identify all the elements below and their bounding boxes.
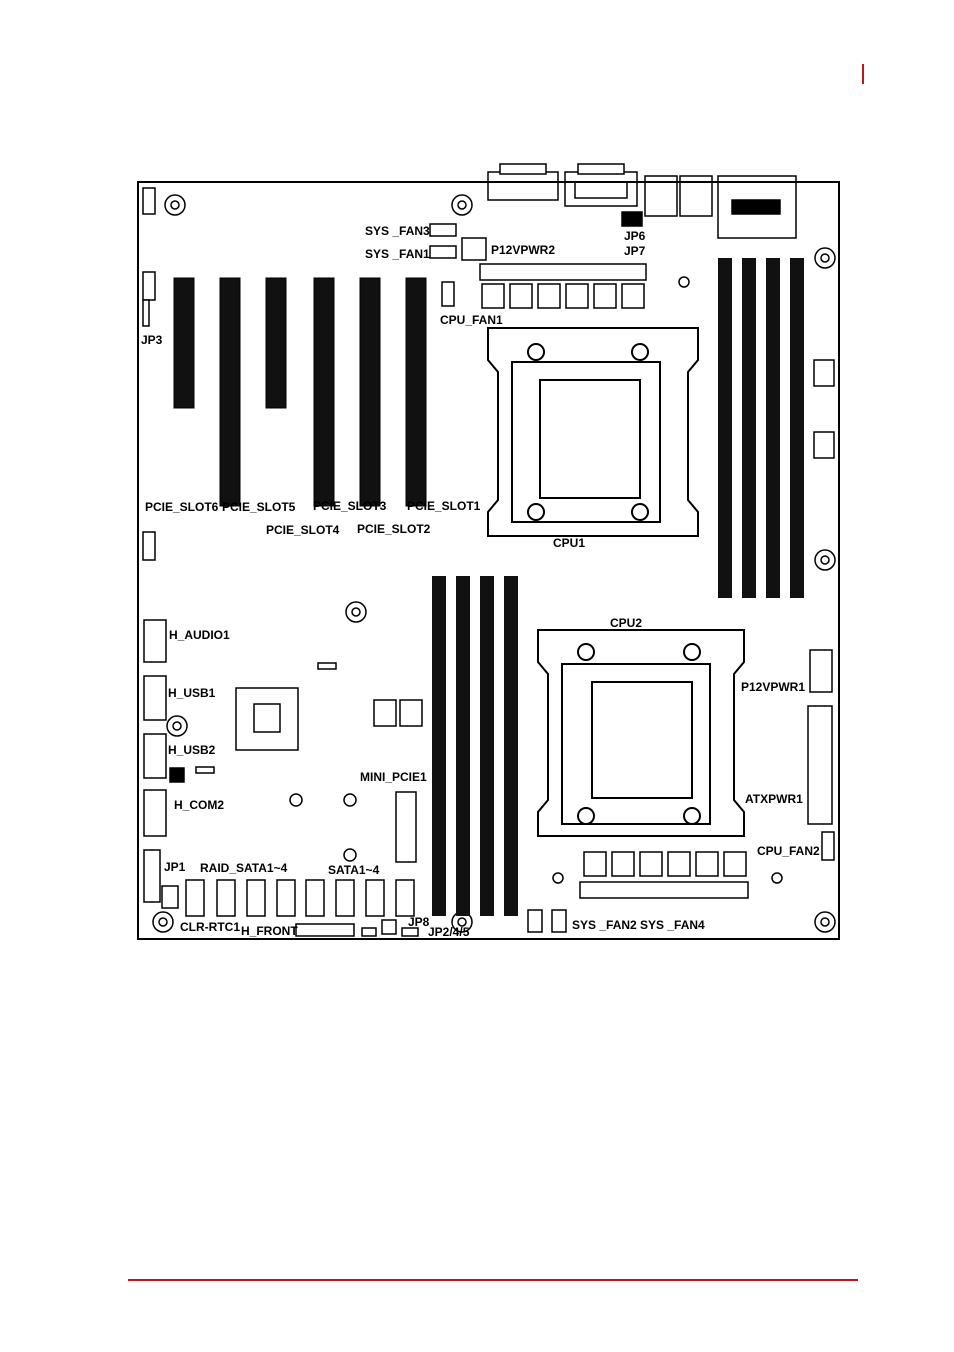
label-h-audio1: H_AUDIO1 (169, 628, 230, 642)
front-panel-header (296, 920, 418, 936)
label-jp1: JP1 (164, 860, 186, 874)
label-jp3: JP3 (141, 333, 163, 347)
label-h-front: H_FRONT (241, 924, 298, 938)
label-sys-fan1: SYS _FAN1 (365, 247, 430, 261)
label-cpu-fan2: CPU_FAN2 (757, 844, 820, 858)
sata-ports (186, 880, 414, 916)
label-jp7: JP7 (624, 244, 646, 258)
label-cpu2: CPU2 (610, 616, 643, 630)
atx-power-strip (580, 852, 748, 898)
cpu1-socket (488, 328, 698, 536)
dimm-slots-cpu1 (718, 258, 804, 598)
chipset (236, 688, 298, 750)
label-sata: SATA1~4 (328, 863, 380, 877)
dimm-slots-cpu2 (432, 576, 518, 916)
label-pcie-slot4: PCIE_SLOT4 (266, 523, 340, 537)
label-sys-fan2-fan4: SYS _FAN2 SYS _FAN4 (572, 918, 705, 932)
pcie-slots (174, 278, 426, 506)
label-p12vpwr2: P12VPWR2 (491, 243, 556, 257)
label-pcie-slot6: PCIE_SLOT6 (145, 500, 219, 514)
p12vpwr2-power-strip (480, 264, 646, 308)
label-pcie-slot3: PCIE_SLOT3 (313, 499, 387, 513)
cpu2-socket (538, 630, 744, 836)
label-pcie-slot5: PCIE_SLOT5 (222, 500, 296, 514)
footer-red-rule (128, 1279, 858, 1281)
mini-pcie-slot (396, 792, 416, 862)
label-clr-rtc1: CLR-RTC1 (180, 920, 240, 934)
label-sys-fan3: SYS _FAN3 (365, 224, 430, 238)
label-jp6: JP6 (624, 229, 646, 243)
label-jp8: JP8 (408, 915, 430, 929)
label-pcie-slot1: PCIE_SLOT1 (407, 499, 481, 513)
label-jp2-4-5: JP2/4/5 (428, 925, 470, 939)
label-p12vpwr1: P12VPWR1 (741, 680, 806, 694)
rear-io-connectors (488, 164, 796, 238)
label-raid-sata: RAID_SATA1~4 (200, 861, 288, 875)
label-h-com2: H_COM2 (174, 798, 225, 812)
label-mini-pcie1: MINI_PCIE1 (360, 770, 427, 784)
label-pcie-slot2: PCIE_SLOT2 (357, 522, 431, 536)
label-cpu-fan1: CPU_FAN1 (440, 313, 503, 327)
label-atxpwr1: ATXPWR1 (745, 792, 803, 806)
label-cpu1: CPU1 (553, 536, 586, 550)
label-h-usb1: H_USB1 (168, 686, 216, 700)
label-h-usb2: H_USB2 (168, 743, 216, 757)
